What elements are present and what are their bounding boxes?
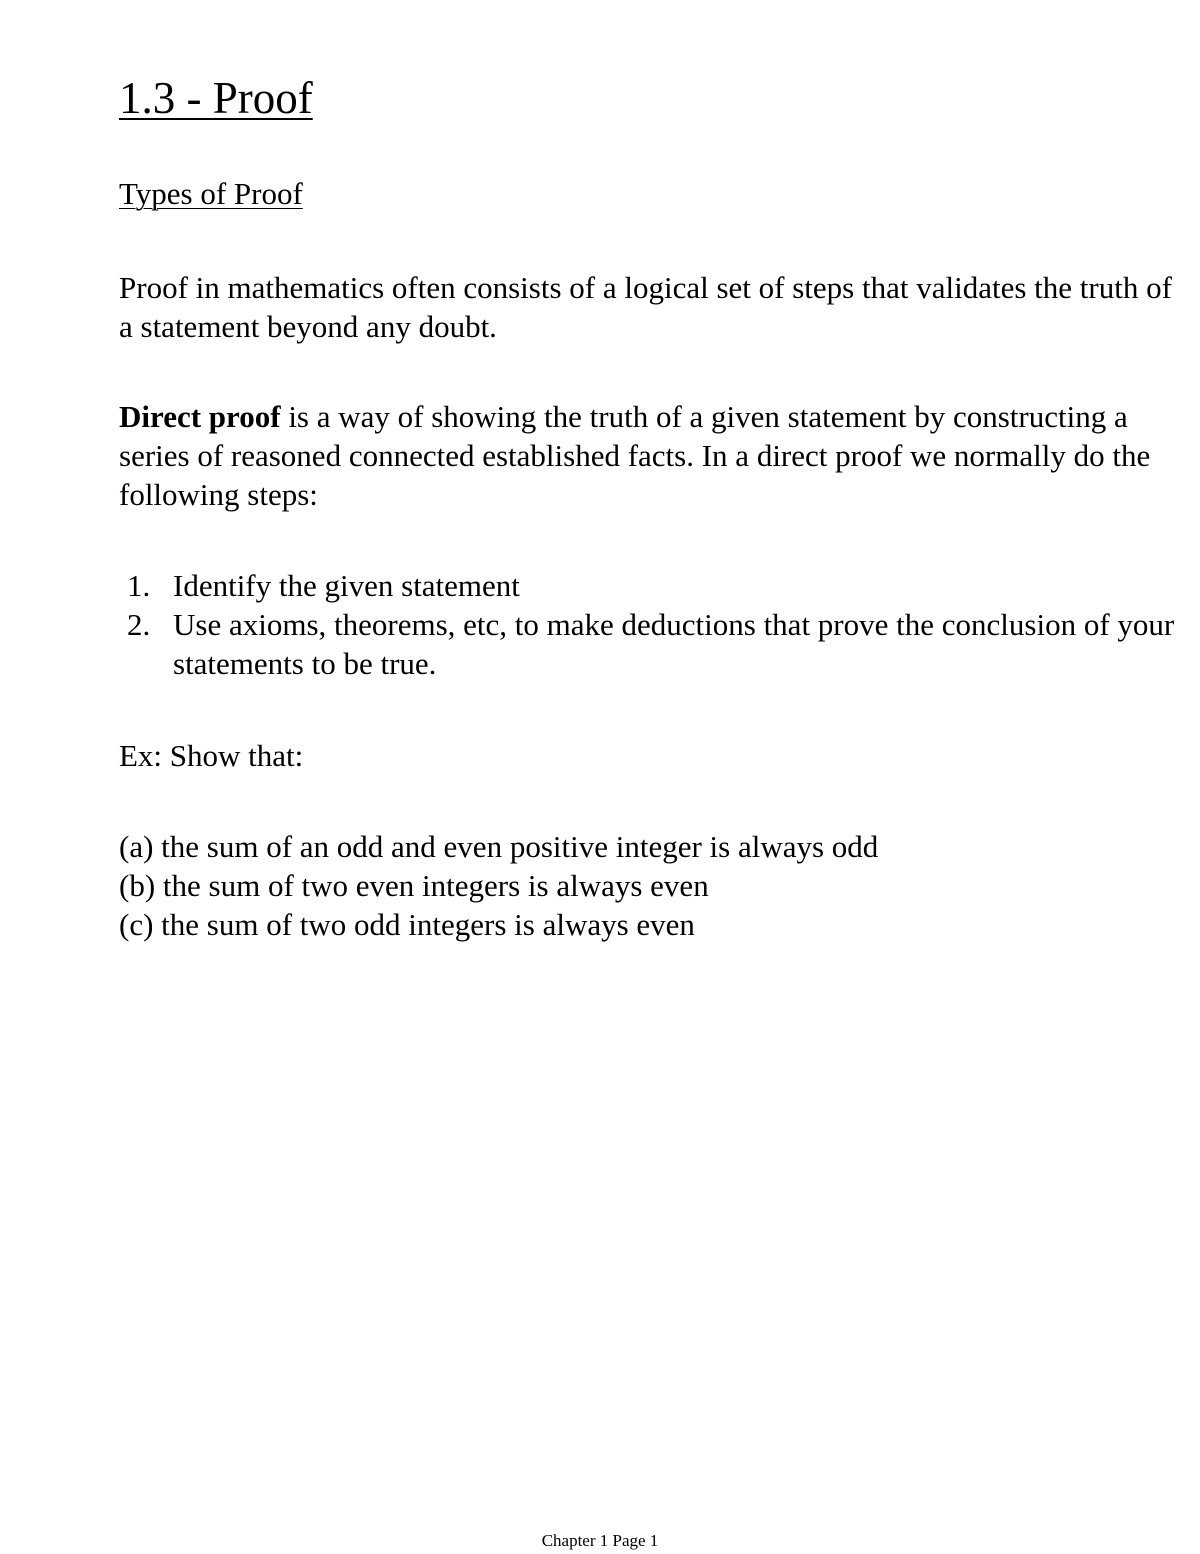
section-heading: Types of Proof (119, 176, 303, 211)
steps-list (119, 566, 1179, 683)
list-item: (a) the sum of an odd and even positive integer is always odd (119, 829, 879, 864)
list-item: (c) the sum of two odd integers is always even (119, 907, 695, 942)
example-prompt: Ex: Show that: (119, 738, 304, 773)
example-parts-list (119, 827, 878, 944)
list-item: (b) the sum of two even integers is always even (119, 868, 709, 903)
page-title: 1.3 - Proof (119, 73, 313, 123)
step-text: Use axioms, theorems, etc, to make deductions that prove the conclusion of your statements to be true. (173, 607, 1175, 681)
direct-proof-definition: is a way of showing the truth of a given statement by constructing a series of reasoned connected established facts. In a direct proof we normally do the following steps: (119, 399, 1151, 512)
list-item (119, 566, 1179, 605)
page-footer: Chapter 1 Page 1 (541, 1531, 659, 1550)
step-number: 1. (127, 568, 151, 603)
direct-proof-paragraph (119, 397, 1179, 514)
direct-proof-term: Direct proof (119, 399, 281, 434)
step-number: 2. (127, 607, 151, 642)
intro-paragraph: Proof in mathematics often consists of a logical set of steps that validates the truth of a statement beyond any doubt. (119, 270, 1172, 344)
list-item (119, 605, 1179, 683)
step-text: Identify the given statement (173, 568, 520, 603)
